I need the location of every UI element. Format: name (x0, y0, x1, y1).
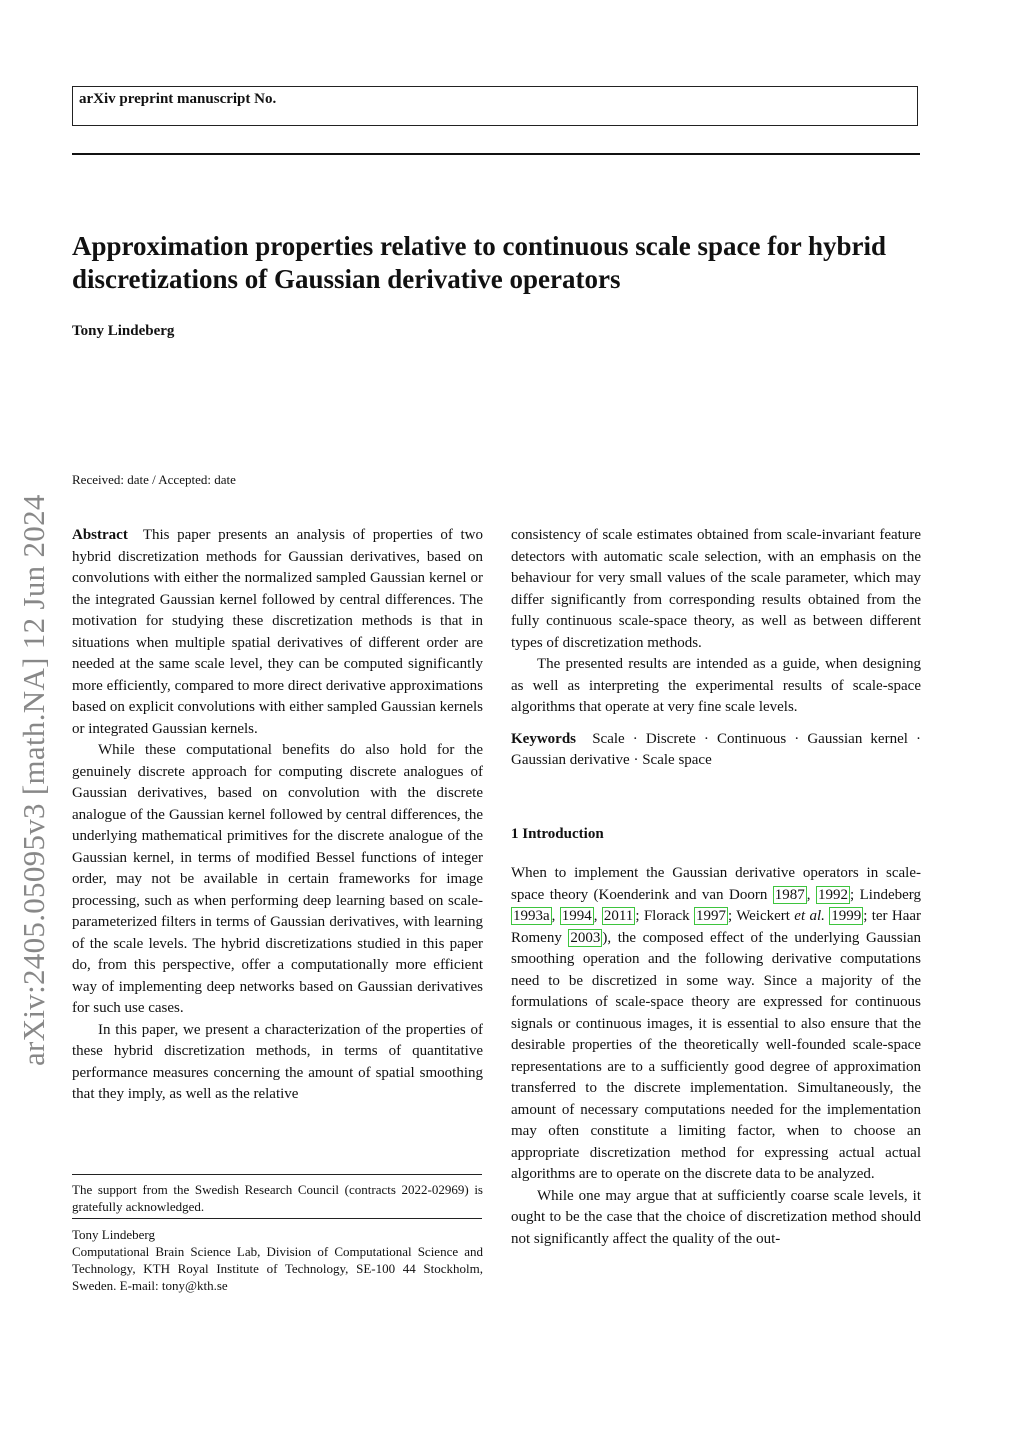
intro-paragraph-2: While one may argue that at sufficiently coarse scale levels, it ought to be the case that the choice of discretization method should not significantly affect the quality of the out- (511, 1187, 921, 1247)
paper-author: Tony Lindeberg (72, 323, 175, 339)
abstract-label: Abstract (72, 527, 128, 543)
abstract-text-1: This paper presents an analysis of properties of two hybrid discretization methods for Gaussian derivatives, based on convolutions with either the normalized sampled Gaussian kernel or the integrated Gaussian kernel followed by central differences. The motivation for studying these discretization methods is that in situations when multiple spatial derivatives of different order are needed at the same scale level, they can be computed significantly more efficiently, compared to more direct derivative approximations based on explicit convolutions with either sampled Gaussian kernels or integrated Gaussian kernels. (72, 527, 483, 737)
abstract-paragraph-3-continued: consistency of scale estimates obtained from scale-invariant feature detectors with automatic scale selection, with an emphasis on the behaviour for very small values of the scale parameter, which may differ significantly from corresponding results obtained from the fully continuous scale-space theory, as well as between different types of discretization methods. (511, 527, 921, 651)
affiliation-text: Computational Brain Science Lab, Division of Computational Science and Technology, KTH Royal Institute of Technology, SE-100 44 Stockholm, Sweden. E-mail: tony@kth.se (72, 1244, 483, 1293)
abstract-paragraph-4: The presented results are intended as a guide, when designing as well as interpreting the experimental results of scale-space algorithms that operate at very fine scale levels. (511, 656, 921, 715)
keywords-label: Keywords (511, 730, 576, 747)
intro-text: , (593, 908, 602, 924)
citation-link[interactable]: 2003 (570, 929, 601, 946)
abstract-paragraph-1 (72, 525, 483, 740)
intro-text: , (806, 886, 816, 903)
affiliation-block (72, 1226, 483, 1294)
affiliation-rule (72, 1218, 482, 1219)
keywords (511, 729, 921, 772)
arxiv-stamp: arXiv:2405.05095v3 [math.NA] 12 Jun 2024 (16, 494, 51, 1066)
citation-link[interactable]: 1992 (818, 886, 848, 903)
intro-text: ; ter Haar Romeny (511, 908, 922, 946)
citation-link[interactable]: 1987 (774, 886, 805, 903)
keywords-text: Scale · Discrete · Continuous · Gaussian kernel · Gaussian derivative · Scale space (511, 730, 921, 768)
right-column (511, 525, 921, 1250)
et-al: et al. (794, 908, 825, 924)
citation-link[interactable]: 1999 (831, 908, 862, 924)
intro-text: ; Weickert (727, 908, 795, 924)
citation-link[interactable]: 2011 (603, 908, 634, 924)
manuscript-header-box (72, 86, 918, 126)
affiliation-name: Tony Lindeberg (72, 1227, 155, 1242)
abstract-paragraph-3: In this paper, we present a characterization of the properties of these hybrid discretization methods, in terms of quantitative performance measures concerning the amount of spatial smoothing that they imply, as well as the relative (72, 1021, 483, 1102)
section-heading-introduction: 1 Introduction (511, 825, 604, 842)
citation-link[interactable]: 1994 (561, 908, 592, 924)
intro-text: , (551, 908, 560, 924)
manuscript-label: arXiv preprint manuscript No. (79, 91, 277, 107)
citation-link[interactable]: 1993a (513, 908, 550, 924)
footnote-rule (72, 1174, 482, 1175)
received-line: Received: date / Accepted: date (72, 472, 236, 487)
intro-text: ; Florack (635, 908, 694, 924)
intro-text: ), the composed effect of the underlying Gaussian smoothing operation and the following derivative computations need to be discretized in some way. Since a majority of the formulations of scale-space theory are expressed for continuous signals or continuous images, it is essential to also ensure that the desirable properties of the theoretically well-founded scale-space representations are to a sufficiently good degree of approximation transferred to the discrete implementation. Simultaneously, the amount of necessary computations needed for the implementation may often constitute a limiting factor, when to choose an appropriate discretization method for expressing actual actual algorithms are to operate on the discrete data to be analyzed. (511, 929, 921, 1182)
intro-text: When to implement the Gaussian derivative operators in scale-space theory (Koenderink and van Doorn (511, 865, 921, 903)
paper-title: Approximation properties relative to continuous scale space for hybrid discretizations of Gaussian derivative operators (72, 231, 886, 294)
intro-paragraph-1 (511, 863, 921, 1186)
left-column (72, 525, 483, 1106)
abstract-paragraph-2: While these computational benefits do also hold for the genuinely discrete approach for computing discrete analogues of Gaussian derivatives, based on convolution with the discrete analogue of the Gaussian kernel followed by central differences, the underlying mathematical primitives for the discrete analogue of the Gaussian kernel, in terms of modified Bessel functions of integer order, may not be available in certain frameworks for image processing, such as when performing deep learning based on scale-parameterized filters in terms of Gaussian derivatives, with learning of the scale levels. The hybrid discretizations studied in this paper do, from this perspective, offer a computationally more efficient way of implementing deep networks based on Gaussian derivatives for such use cases. (72, 742, 483, 1016)
intro-text: ; Lindeberg (850, 886, 921, 903)
funding-footnote: The support from the Swedish Research Council (contracts 2022-02969) is gratefully acknowledged. (72, 1182, 483, 1214)
citation-link[interactable]: 1997 (695, 908, 726, 924)
header-rule (72, 153, 920, 155)
